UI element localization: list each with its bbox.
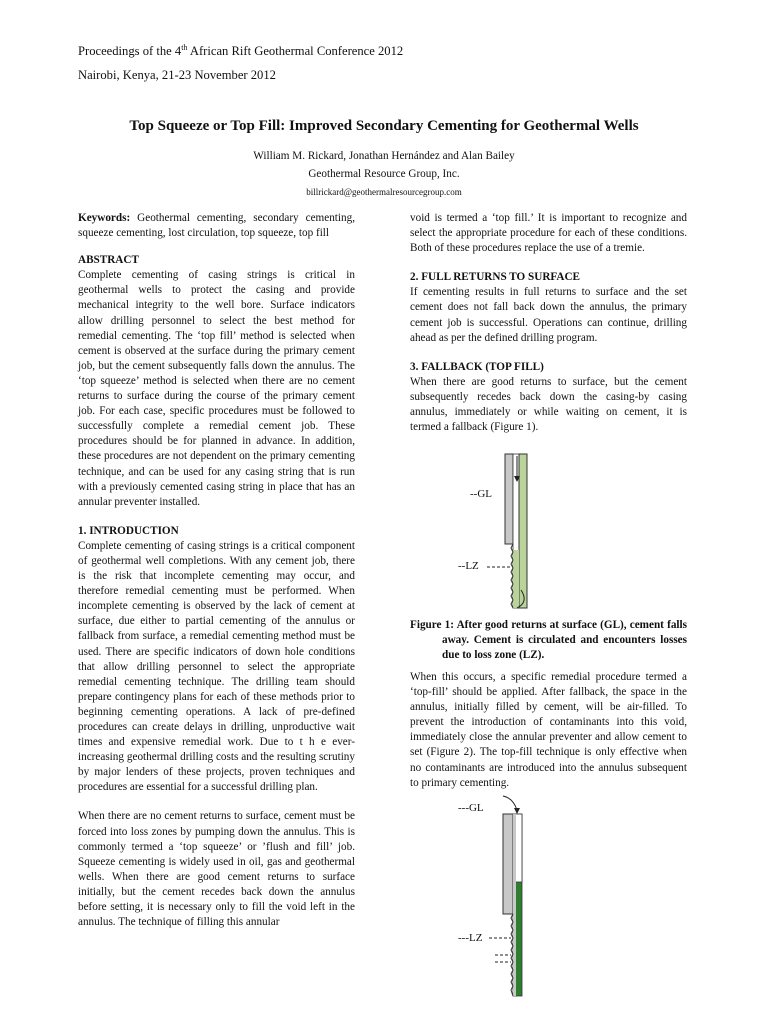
paper-title: Top Squeeze or Top Fill: Improved Secondary Cementing for Geothermal Wells xyxy=(129,118,639,134)
keywords-label: Keywords: xyxy=(78,212,131,224)
fig2-gl-label: ---GL xyxy=(458,802,484,814)
figure-1-diagram xyxy=(455,450,555,615)
left-column xyxy=(78,211,355,930)
right-column xyxy=(410,211,687,435)
fig1-borehole-wall xyxy=(511,544,513,608)
organization: Geothermal Resource Group, Inc. xyxy=(308,168,460,180)
proceedings-prefix: Proceedings of the 4 xyxy=(78,44,182,59)
fig1-outer-casing xyxy=(505,454,513,544)
fig1-cement-column xyxy=(513,550,519,608)
after-figure-1-block xyxy=(410,670,687,791)
proceedings-sup: th xyxy=(181,43,188,52)
fig2-entry-arrow xyxy=(503,796,517,810)
fig2-lz-label: ---LZ xyxy=(458,932,483,944)
keywords xyxy=(78,211,355,241)
intro-heading: 1. INTRODUCTION xyxy=(78,524,179,537)
proceedings-suffix: African Rift Geothermal Conference 2012 xyxy=(187,44,404,59)
figure-1-caption: Figure 1: After good returns at surface (GL), cement falls away. Cement is circulated and encounters losses due to loss zone (LZ). xyxy=(410,619,687,662)
after-figure-1-text: When this occurs, a specific remedial procedure termed a ‘top-fill’ should be applied. After fallback, the space in the annulus, initially filled by cement, will be air-filled. To prevent the introduction of contaminants into this void, immediately close the annular preventer and allow cement to set (Figure 2). The top-fill technique is only effective when no contaminants are introduced into the annulus subsequent to primary cementing. xyxy=(410,671,687,789)
fig1-inner-casing xyxy=(519,454,527,608)
figure-2-diagram xyxy=(455,790,555,1002)
fig2-inner-casing xyxy=(513,814,516,996)
fallback-heading: 3. FALLBACK (TOP FILL) xyxy=(410,360,544,373)
authors: William M. Rickard, Jonathan Hernández and Alan Bailey xyxy=(253,150,515,162)
conference-location: Nairobi, Kenya, 21-23 November 2012 xyxy=(78,68,276,82)
abstract-text: Complete cementing of casing strings is critical in geothermal wells to protect the casing and provide mechanical integrity to the well bore. Surface indicators allow drilling personnel to select the best method for remedial cementing. The ‘top fill’ method is selected when cement is observed at the surface during the primary cement job, but the cement subsequently falls down the annulus. The ‘top squeeze’ method is selected when there are no cement returns to surface during the course of the primary cement job. For each case, specific procedures must be followed to successfully complete a remedial cement job. These procedures should be for planned in advance. In addition, these procedures are not dependent on the primary cementing technique, and can be used for any casing string that is run with a previously cemented casing string in place that has an annular preventer installed. xyxy=(78,269,355,508)
author-email[interactable]: billrickard@geothermalresourcegroup.com xyxy=(306,187,462,197)
abstract-heading: ABSTRACT xyxy=(78,254,139,267)
fig2-outer-casing xyxy=(503,814,513,914)
intro-paragraph-1: Complete cementing of casing strings is a critical component of geothermal well completions. With any cement job, there is the risk that incomplete cementing may occur, and therefore remedial cementing must be performed. When incomplete cementing is observed by the lack of cement at surface, due either to partial cementing of the annulus or fallback from surface, a remedial cementing method must be used. There are specific indicators of down hole conditions that allow drilling personnel to select the appropriate remedial cementing technique. The drilling team should prepare contingency plans for each of these methods prior to beginning cementing operations. A lack of pre-defined procedures can create delays in drilling, unproductive wait times and expensive remedial work. Due to t h e ever-increasing geothermal drilling costs and the resulting scrutiny by major lenders of these projects, proven techniques and procedures are essential for a successful drilling plan. xyxy=(78,539,355,794)
fig1-lz-label: --LZ xyxy=(458,560,479,572)
intro-paragraph-2: When there are no cement returns to surface, cement must be forced into loss zones by pumping down the annulus. This is commonly termed a ‘top squeeze’ or ’flush and fill’ job. Squeeze cementing is widely used in oil, gas and geothermal wells. When there are good cement returns to surface initially, but the cement recedes back down the annulus before setting, it is necessary only to fill the void left in the annulus. The technique of filling this annular xyxy=(78,810,355,929)
full-returns-heading: 2. FULL RETURNS TO SURFACE xyxy=(410,271,581,284)
fallback-text: When there are good returns to surface, but the cement subsequently recedes back down the casing-by casing annulus, immediately or while waiting on cement, it is termed a fallback (Figure 1). xyxy=(410,375,687,434)
proceedings-line xyxy=(78,43,403,59)
keywords-text: Geothermal cementing, secondary cementing, squeeze cementing, lost circulation, top squeeze, top fill xyxy=(78,212,355,240)
fig1-gl-label: --GL xyxy=(470,488,492,500)
figure-1-caption-block xyxy=(410,618,687,663)
fig2-arrow-head xyxy=(514,808,520,814)
intro-paragraph-2-continued: void is termed a ‘top fill.’ It is important to recognize and select the appropriate procedure for each of these conditions. Both of these procedures replace the use of a tremie. xyxy=(410,212,687,255)
full-returns-text: If cementing results in full returns to surface and the set cement does not fall back down the annulus, the primary cement job is successful. Operations can continue, drilling ahead as per the defined drilling program. xyxy=(410,286,687,344)
